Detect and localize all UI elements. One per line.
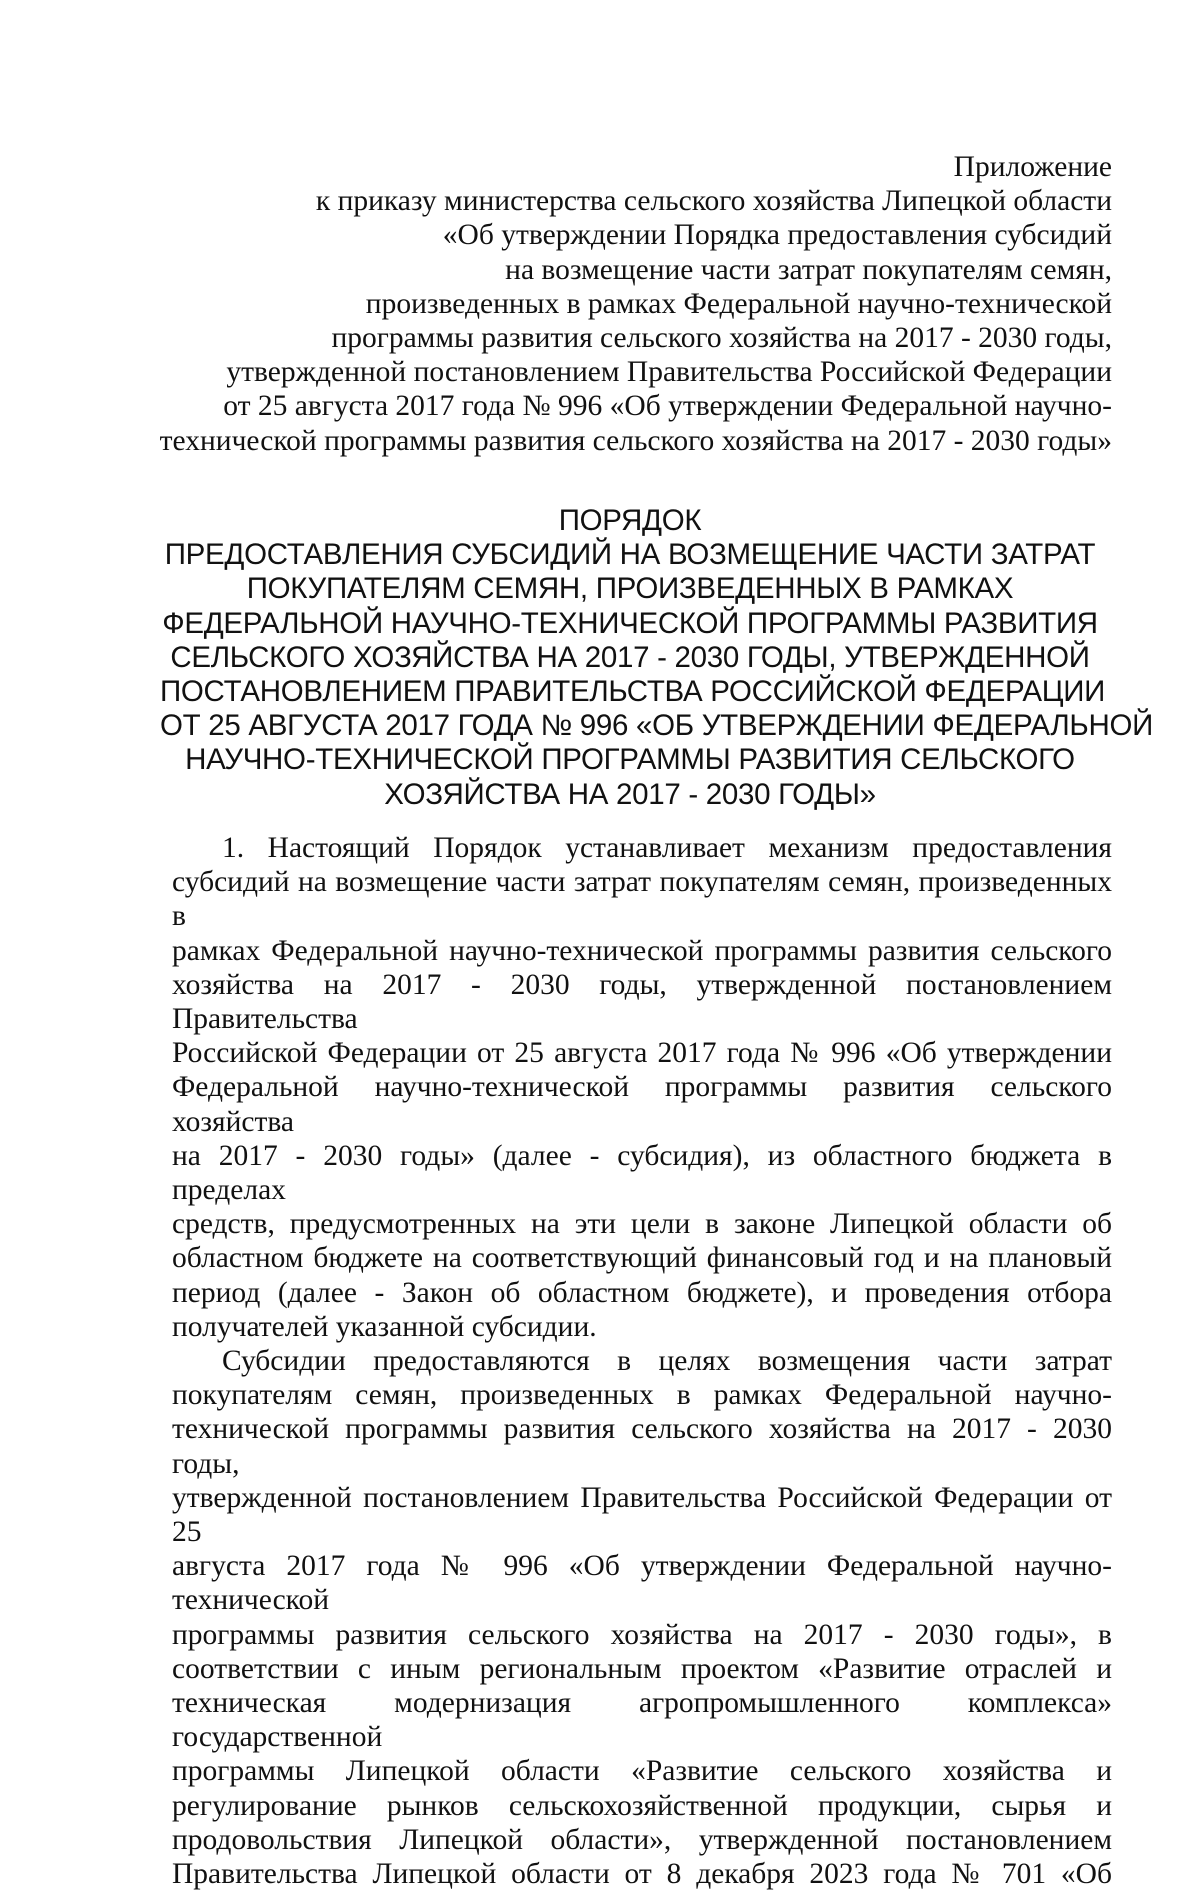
- body-line: Федеральной научно-технической программы развития сельского хозяйства: [172, 1071, 1112, 1138]
- paragraph-1: [172, 831, 1112, 1344]
- appendix-line: Приложение: [953, 151, 1112, 183]
- body-line: утвержденной постановлением Правительства Российской Федерации от 25: [172, 1481, 1112, 1549]
- appendix-line: на возмещение части затрат покупателям семян,: [505, 253, 1112, 286]
- title-line: ПОКУПАТЕЛЯМ СЕМЯН, ПРОИЗВЕДЕННЫХ В РАМКАХ: [246, 572, 1014, 606]
- appendix-line: произведенных в рамках Федеральной научно-технической: [365, 287, 1112, 320]
- body-line: соответствии с иным региональным проектом «Развитие отраслей и: [172, 1652, 1112, 1685]
- title-line: ФЕДЕРАЛЬНОЙ НАУЧНО-ТЕХНИЧЕСКОЙ ПРОГРАММЫ РАЗВИТИЯ: [162, 606, 1098, 640]
- body-line: областном бюджете на соответствующий финансовый год и на плановый: [172, 1242, 1112, 1275]
- body-line: Субсидии предоставляются в целях возмещения части затрат: [222, 1345, 1112, 1378]
- appendix-line: «Об утверждении Порядка предоставления субсидий: [442, 219, 1112, 252]
- body-line: хозяйства на 2017 - 2030 годы, утвержденной постановлением Правительства: [172, 968, 1112, 1036]
- body-line: технической программы развития сельского хозяйства на 2017 - 2030 годы,: [172, 1413, 1112, 1480]
- title-line: ПРЕДОСТАВЛЕНИЯ СУБСИДИЙ НА ВОЗМЕЩЕНИЕ ЧАСТИ ЗАТРАТ: [164, 538, 1096, 572]
- title-line: НАУЧНО-ТЕХНИЧЕСКОЙ ПРОГРАММЫ РАЗВИТИЯ СЕЛЬСКОГО: [185, 743, 1075, 777]
- appendix-line: утвержденной постановлением Правительства Российской Федерации: [226, 356, 1112, 389]
- body-line: программы развития сельского хозяйства на 2017 - 2030 годы», в: [172, 1618, 1112, 1651]
- body-line: рамках Федеральной научно-технической программы развития сельского: [172, 934, 1112, 967]
- title-line: ПОРЯДОК: [558, 504, 702, 537]
- appendix-line: технической программы развития сельского хозяйства на 2017 - 2030 годы»: [159, 424, 1112, 457]
- title-line: ХОЗЯЙСТВА НА 2017 - 2030 ГОДЫ»: [384, 777, 876, 811]
- appendix-line: к приказу министерства сельского хозяйства Липецкой области: [315, 185, 1112, 218]
- appendix-header: [152, 150, 1112, 458]
- body-line: период (далее - Закон об областном бюджете), и проведения отбора: [172, 1276, 1112, 1309]
- title-line: ПОСТАНОВЛЕНИЕМ ПРАВИТЕЛЬСТВА РОССИЙСКОЙ ФЕДЕРАЦИИ: [160, 675, 1106, 709]
- title-line: СЕЛЬСКОГО ХОЗЯЙСТВА НА 2017 - 2030 ГОДЫ, УТВЕРЖДЕННОЙ: [170, 640, 1090, 674]
- body-line: программы Липецкой области «Развитие сельского хозяйства и: [172, 1755, 1112, 1788]
- body-line: регулирование рынков сельскохозяйственной продукции, сырья и: [172, 1789, 1112, 1822]
- appendix-line: от 25 августа 2017 года № 996 «Об утверждении Федеральной научно-: [223, 390, 1112, 423]
- body-line: Правительства Липецкой области от 8 декабря 2023 года № 701 «Об: [172, 1858, 1112, 1891]
- paragraph-2: [172, 1344, 1112, 1891]
- body-line: покупателям семян, произведенных в рамках Федеральной научно-: [172, 1379, 1112, 1412]
- body-line: на 2017 - 2030 годы» (далее - субсидия), из областного бюджета в пределах: [172, 1139, 1112, 1207]
- body-line: продовольствия Липецкой области», утвержденной постановлением: [172, 1823, 1112, 1856]
- body-line: августа 2017 года № 996 «Об утверждении Федеральной научно-технической: [172, 1550, 1112, 1617]
- title-line: ОТ 25 АВГУСТА 2017 ГОДА № 996 «ОБ УТВЕРЖДЕНИИ ФЕДЕРАЛЬНОЙ: [160, 709, 1154, 743]
- body-line: 1. Настоящий Порядок устанавливает механизм предоставления: [222, 832, 1112, 864]
- document-body: [172, 831, 1112, 1891]
- body-line: получателей указанной субсидии.: [172, 1310, 597, 1343]
- document-title: [160, 504, 1154, 812]
- body-line: Российской Федерации от 25 августа 2017 года № 996 «Об утверждении: [172, 1037, 1112, 1070]
- body-line: субсидий на возмещение части затрат покупателям семян, произведенных в: [172, 866, 1112, 933]
- body-line: средств, предусмотренных на эти цели в законе Липецкой области об: [172, 1208, 1112, 1241]
- appendix-line: программы развития сельского хозяйства на 2017 - 2030 годы,: [331, 322, 1112, 355]
- body-line: техническая модернизация агропромышленного комплекса» государственной: [172, 1687, 1112, 1754]
